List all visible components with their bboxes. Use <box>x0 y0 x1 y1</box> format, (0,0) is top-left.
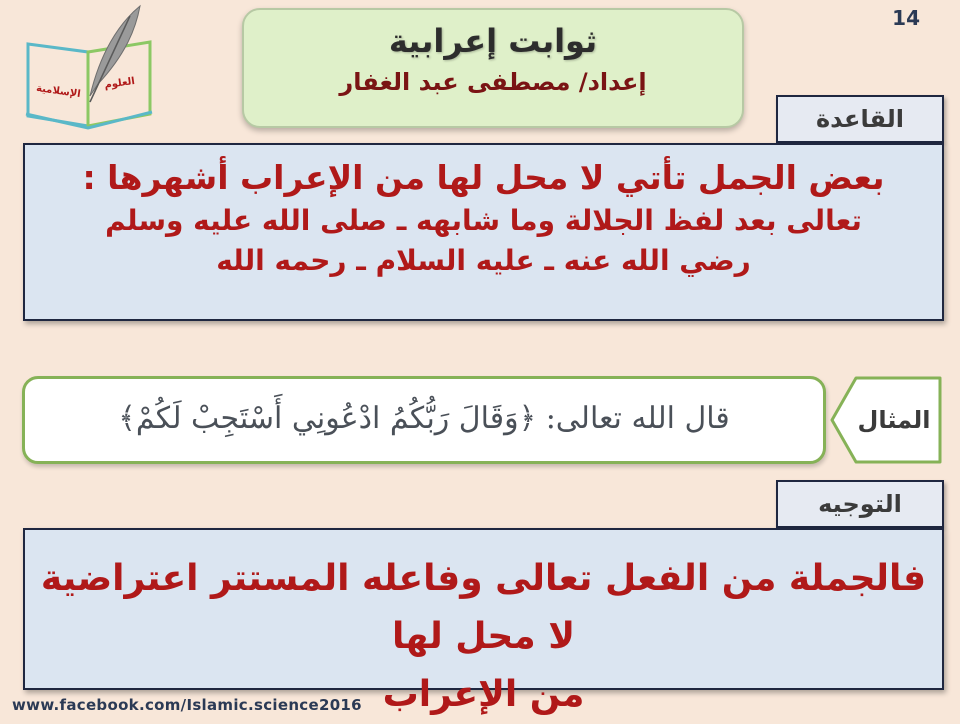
title-box <box>242 8 744 128</box>
rule-line: تعالى بعد لفظ الجلالة وما شابهه ـ صلى الله عليه وسلم <box>105 204 862 237</box>
tab-explanation-label: التوجيه <box>776 480 944 528</box>
rule-panel <box>23 143 944 321</box>
page-subtitle: إعداد/ مصطفى عبد الغفار <box>339 68 647 96</box>
logo <box>18 4 168 134</box>
rule-line: رضي الله عنه ـ عليه السلام ـ رحمه الله <box>216 244 751 277</box>
explanation-line: من الإعراب <box>382 674 585 715</box>
example-label: المثال <box>857 406 931 434</box>
svg-text:العلوم: العلوم <box>103 75 136 92</box>
example-text: قال الله تعالى: ﴿وَقَالَ رَبُّكُمُ ادْعُونِي أَسْتَجِبْ لَكُمْ﴾ <box>118 401 730 436</box>
explanation-line: فالجملة من الفعل تعالى وفاعله المستتر اعتراضية لا محل لها <box>40 558 927 657</box>
rule-heading: بعض الجمل تأتي لا محل لها من الإعراب أشهرها : <box>82 158 885 197</box>
footer-url: www.facebook.com/Islamic.science2016 <box>12 696 362 714</box>
tab-rule-label: القاعدة <box>776 95 944 143</box>
page-number: 14 <box>892 6 920 30</box>
book-feather-icon <box>18 4 168 134</box>
svg-text:الإسلامية: الإسلامية <box>35 82 82 101</box>
example-box <box>22 376 826 464</box>
page-title: ثوابت إعرابية <box>388 22 598 60</box>
